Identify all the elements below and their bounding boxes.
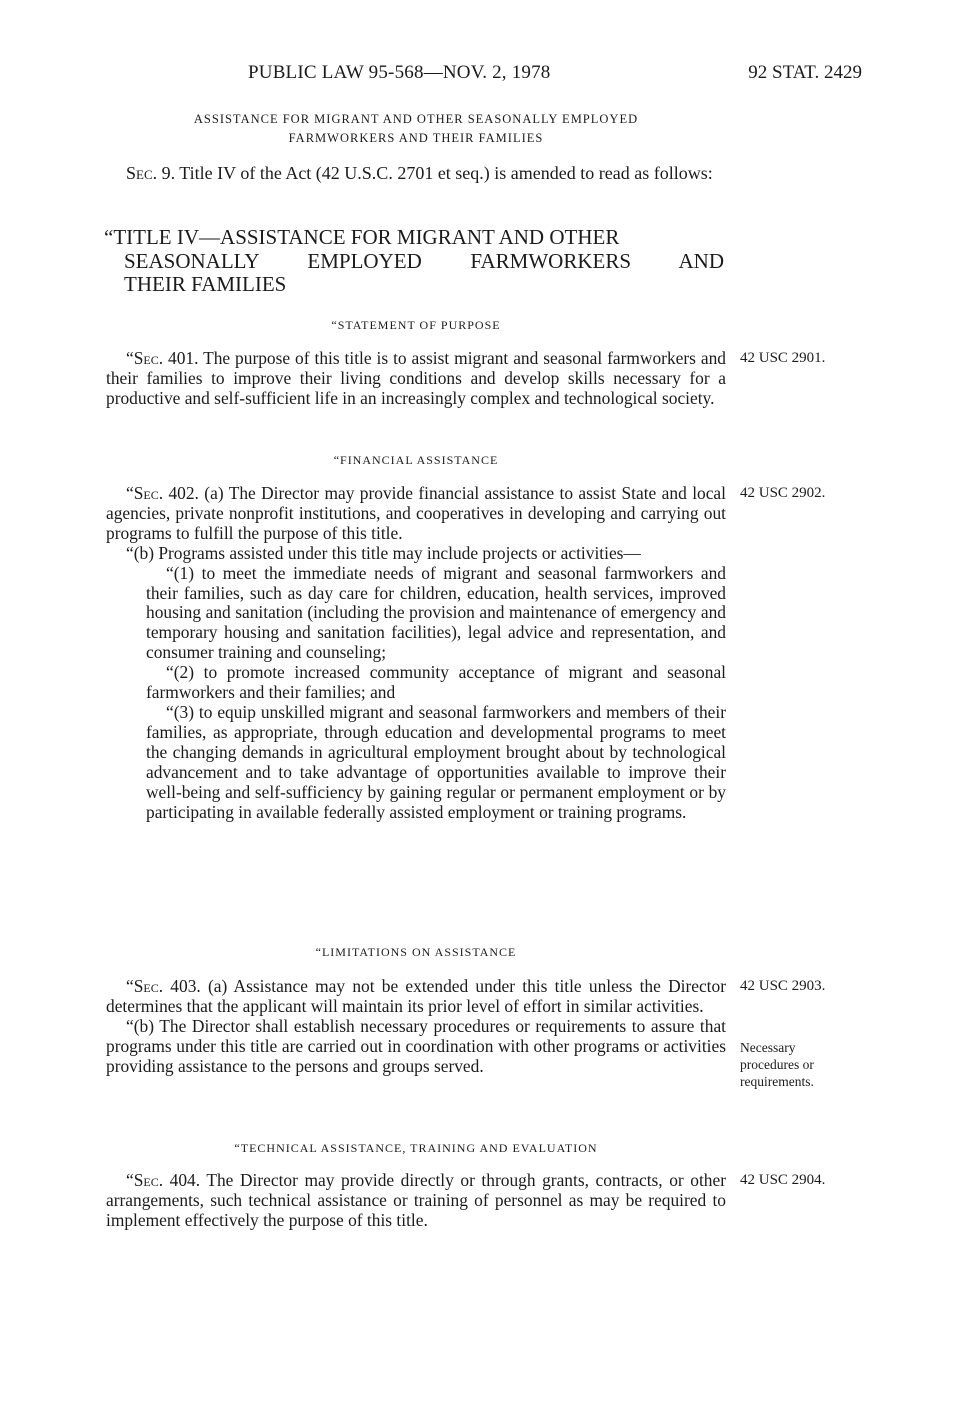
sec403-heading: “LIMITATIONS ON ASSISTANCE — [315, 945, 517, 959]
sec401-margin-citation: 42 USC 2901. — [740, 350, 826, 366]
section9-paragraph — [106, 163, 726, 184]
running-header-stat: 92 STAT. 2429 — [748, 62, 862, 83]
sec402-label: “Sec. 402. — [126, 483, 199, 503]
sec402-para-b: “(b) Programs assisted under this title may include projects or activities— — [126, 542, 641, 563]
sec404-text: The Director may provide directly or through grants, contracts, or other arrangements, such technical assistance or training of personnel as may be required to implement effectively the purpose of this title. — [106, 1170, 727, 1230]
section9-text: Title IV of the Act (42 U.S.C. 2701 et seq.) is amended to read as follows: — [175, 163, 713, 183]
sec402-para-a: (a) The Director may provide financial assistance to assist State and local agencies, private nonprofit institutions, and cooperatives in developing and carrying out programs to fulfill the purpose of this title. — [106, 483, 726, 543]
sec404-paragraph — [106, 1171, 726, 1231]
sec404-margin-citation: 42 USC 2904. — [740, 1172, 826, 1188]
sec404-label: “Sec. 404. — [126, 1170, 201, 1190]
title-iv-line1: “TITLE IV—ASSISTANCE FOR MIGRANT AND OTHER — [104, 225, 620, 249]
sec401-heading: “STATEMENT OF PURPOSE — [331, 318, 501, 332]
sec403-para-b: “(b) The Director shall establish necessary procedures or requirements to assure that programs under this title are carried out in coordination with other programs or activities providing assistance to the persons and groups served. — [106, 1015, 726, 1076]
sec402-item-3: “(3) to equip unskilled migrant and seasonal farmworkers and members of their families, as appropriate, through education and developmental programs to meet the changing demands in agricultural employment brought about by technological advancement and to take advantage of opportunities available to improve their well-being and self-sufficiency by gaining regular or permanent employment or by participating in available federally assisted employment or training programs. — [146, 701, 726, 822]
margin-note-line3: requirements. — [740, 1074, 814, 1089]
section9-label: Sec. 9. — [126, 163, 176, 183]
sec402-item-1: “(1) to meet the immediate needs of migrant and seasonal farmworkers and their families, such as day care for children, education, health services, improved housing and sanitation (including the provision and maintenance of emergency and temporary housing and sanitation facilities), legal advice and representation, and consumer training and counseling; — [146, 562, 726, 663]
section9-heading-line2: FARMWORKERS AND THEIR FAMILIES — [288, 131, 544, 145]
sec403-label: “Sec. 403. — [126, 976, 201, 996]
sec403-body — [106, 977, 726, 1077]
sec403-para-a: (a) Assistance may not be extended under this title unless the Director determines that the applicant will maintain its prior level of effort in similar activities. — [106, 976, 727, 1016]
sec404-heading: “TECHNICAL ASSISTANCE, TRAINING AND EVALUATION — [234, 1141, 598, 1155]
running-header-law: PUBLIC LAW 95-568—NOV. 2, 1978 — [248, 62, 551, 83]
margin-note-line2: procedures or — [740, 1057, 814, 1072]
sec401-label: “Sec. 401. — [126, 348, 199, 368]
sec401-paragraph — [106, 349, 726, 409]
sec402-margin-citation: 42 USC 2902. — [740, 485, 826, 501]
title-iv-line2: SEASONALLY EMPLOYED FARMWORKERS AND — [124, 248, 724, 273]
margin-note-line1: Necessary — [740, 1040, 796, 1055]
sec403-margin-citation: 42 USC 2903. — [740, 978, 826, 994]
title-iv-line3: THEIR FAMILIES — [124, 272, 287, 296]
sec402-item-2: “(2) to promote increased community acceptance of migrant and seasonal farmworkers and their families; and — [146, 662, 726, 703]
sec402-body — [106, 484, 726, 822]
sec403-margin-note-necessary — [740, 1039, 852, 1090]
sec402-heading: “FINANCIAL ASSISTANCE — [333, 453, 499, 467]
section9-heading-line1: ASSISTANCE FOR MIGRANT AND OTHER SEASONALLY EMPLOYED — [193, 112, 639, 126]
title-iv-heading — [104, 226, 724, 297]
section9-heading — [106, 110, 726, 148]
sec401-text: The purpose of this title is to assist migrant and seasonal farmworkers and their families to improve their living conditions and develop skills necessary for a productive and self-sufficient life in an increasingly complex and technological society. — [106, 348, 726, 408]
